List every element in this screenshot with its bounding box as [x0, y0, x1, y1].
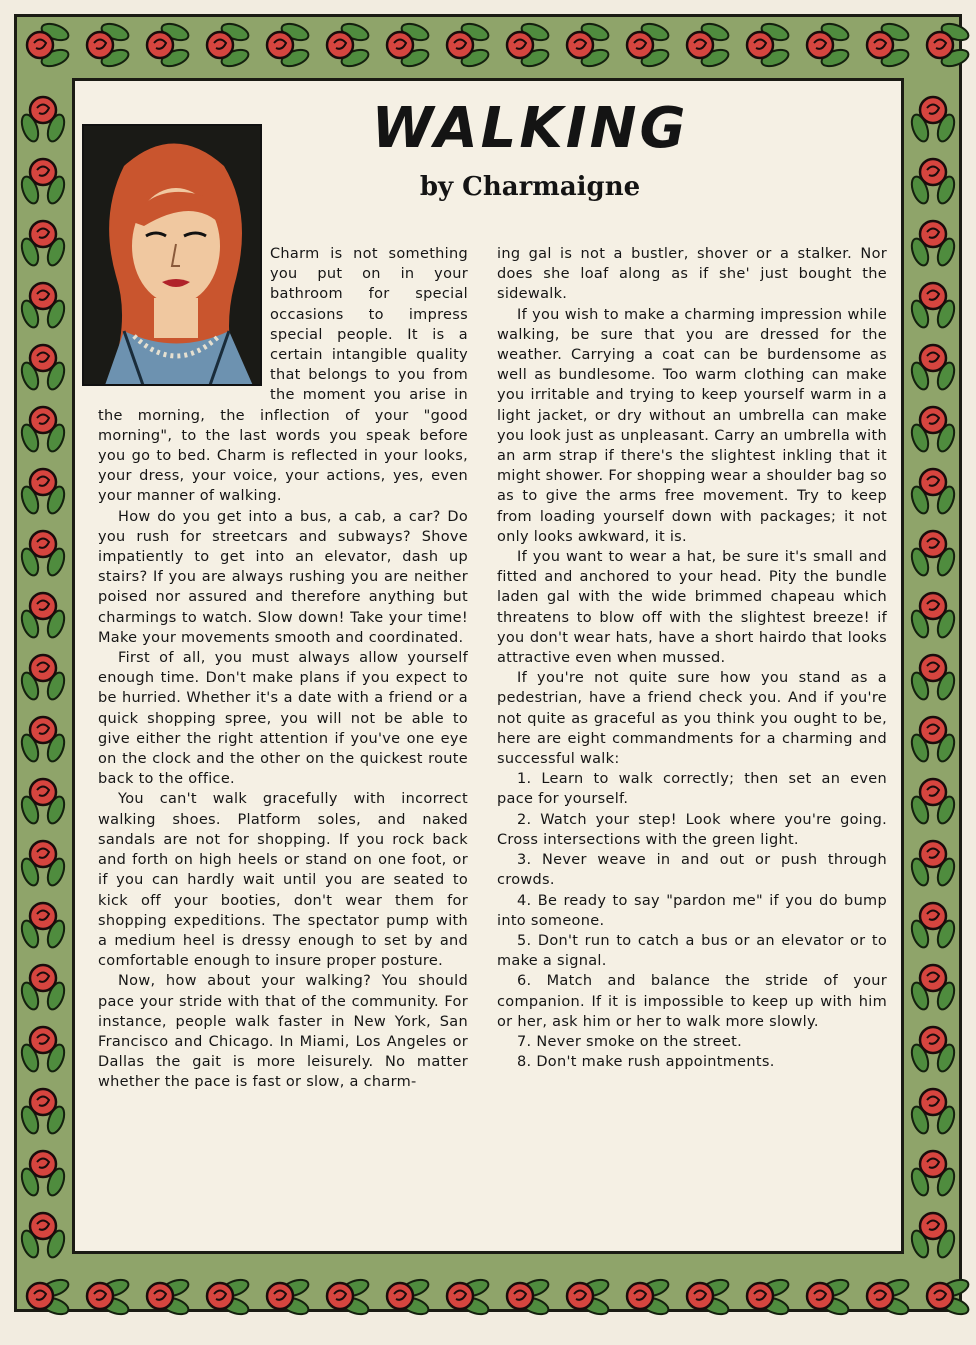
rose-icon: [920, 159, 946, 185]
rose-icon: [30, 1151, 56, 1177]
left-column: [98, 244, 468, 1093]
rose-icon: [920, 903, 946, 929]
rose-icon: [920, 221, 946, 247]
rose-icon: [30, 903, 56, 929]
rose-icon: [920, 97, 946, 123]
paragraph: First of all, you must always allow yourself enough time. Don't make plans if you expect to be hurried. Whether it's a date with a friend or a quick shopping spree, you will not be able to give either the right attention if you've one eye on the clock and the other on the quickest route back to the office.: [98, 650, 468, 788]
rose-icon: [567, 1283, 593, 1309]
paragraph: Charm is not something you put on in your bathroom for special occasions to impress special people. It is a certain intangible quality that belongs to you from the moment you arise in the morning, the inflection of your "good morning", to the last words you speak before you go to bed. Charm is reflected in your looks, your dress, your voice, your actions, yes, even your manner of walking.: [98, 246, 468, 505]
article-byline: by Charmaigne: [419, 172, 641, 202]
portrait-wrap-space: [98, 244, 270, 392]
commandment-item: 7. Never smoke on the street.: [517, 1033, 743, 1050]
rose-icon: [447, 1283, 473, 1309]
rose-icon: [30, 1213, 56, 1239]
rose-icon: [507, 32, 533, 58]
paragraph: Now, how about your walking? You should pace your stride with that of the community. For instance, people walk faster in New York, San Francisco and Chicago. In Miami, Los Angeles or Dallas the gait is more leisurely. No matter whether the pace is fast or slow, a charm-: [98, 973, 468, 1091]
paragraph: How do you get into a bus, a cab, a car? Do you rush for streetcars and subways? Shove impatiently to get into an elevator, dash up stairs? If you are always rushing you are neither poised nor assured and therefore anything but charmings to watch. Slow down! Take your time! Make your movements smooth and coordinated.: [98, 508, 468, 646]
rose-icon: [30, 407, 56, 433]
rose-icon: [807, 1283, 833, 1309]
commandment-item: 2. Watch your step! Look where you're going. Cross intersections with the green light.: [497, 811, 887, 848]
rose-icon: [30, 593, 56, 619]
rose-icon: [567, 32, 593, 58]
commandment-item: 1. Learn to walk correctly; then set an even pace for yourself.: [497, 771, 887, 808]
rose-icon: [927, 1283, 953, 1309]
rose-icon: [927, 32, 953, 58]
paragraph: If you wish to make a charming impression while walking, be sure that you are dressed for the weather. Carrying a coat can be burdensome as well as bundlesome. Too warm clothing can make you irritable and trying to keep yourself warm in a light jacket, or dry without an umbrella can make you look just as unpleasant. Carry an umbrella with an arm strap if there's the slightest inkling that it might shower. For shopping wear a shoulder bag so as to give the arms free movement. Try to keep from loading yourself down with packages; it not only looks awkward, it is.: [497, 306, 887, 545]
rose-icon: [627, 1283, 653, 1309]
paragraph: If you want to wear a hat, be sure it's small and fitted and anchored to your head. Pity the bundle laden gal with the wide brimmed chapeau which threatens to blow off with the slightest breeze! if you don't wear hats, have a short hairdo that looks attractive even when mussed.: [497, 549, 887, 667]
rose-icon: [30, 159, 56, 185]
rose-icon: [387, 32, 413, 58]
rose-icon: [327, 32, 353, 58]
rose-icon: [30, 97, 56, 123]
rose-icon: [920, 1151, 946, 1177]
rose-icon: [30, 779, 56, 805]
paragraph: ing gal is not a bustler, shover or a stalker. Nor does she loaf along as if she' just bought the sidewalk.: [497, 246, 887, 303]
rose-icon: [30, 531, 56, 557]
rose-icon: [147, 1283, 173, 1309]
rose-icon: [447, 32, 473, 58]
rose-icon: [30, 717, 56, 743]
rose-icon: [30, 655, 56, 681]
rose-icon: [920, 283, 946, 309]
rose-icon: [87, 1283, 113, 1309]
rose-icon: [27, 32, 53, 58]
rose-icon: [30, 345, 56, 371]
rose-icon: [627, 32, 653, 58]
rose-icon: [747, 1283, 773, 1309]
rose-icon: [867, 32, 893, 58]
paragraph: You can't walk gracefully with incorrect walking shoes. Platform soles, and naked sandals are not for shopping. If you rock back and forth on high heels or stand on one foot, or if you can hardly wait until you are seated to kick off your booties, don't wear them for shopping expeditions. The spectator pump with a medium heel is dressy enough to set by and comfortable enough to insure proper posture.: [98, 791, 468, 970]
commandment-item: 6. Match and balance the stride of your companion. If it is impossible to keep up with him or her, ask him or her to walk more slowly.: [497, 973, 887, 1030]
commandment-item: 8. Don't make rush appointments.: [517, 1054, 775, 1071]
rose-icon: [30, 965, 56, 991]
rose-icon: [920, 345, 946, 371]
rose-icon: [207, 32, 233, 58]
rose-icon: [30, 1089, 56, 1115]
commandment-item: 5. Don't run to catch a bus or an elevator or to make a signal.: [497, 932, 887, 970]
rose-icon: [507, 1283, 533, 1309]
commandment-item: 3. Never weave in and out or push through crowds.: [497, 852, 887, 889]
rose-icon: [687, 32, 713, 58]
rose-icon: [920, 531, 946, 557]
rose-icon: [147, 32, 173, 58]
rose-icon: [920, 1027, 946, 1053]
right-column: [497, 244, 887, 1072]
rose-icon: [920, 1089, 946, 1115]
rose-icon: [30, 221, 56, 247]
rose-icon: [207, 1283, 233, 1309]
rose-icon: [30, 469, 56, 495]
article-title: WALKING: [371, 96, 689, 161]
rose-icon: [30, 841, 56, 867]
paragraph: If you're not quite sure how you stand as a pedestrian, have a friend check you. And if you're not quite as graceful as you think you ought to be, here are eight commandments for a charming and successful walk:: [497, 670, 887, 768]
rose-icon: [920, 779, 946, 805]
rose-icon: [920, 1213, 946, 1239]
rose-icon: [267, 32, 293, 58]
rose-icon: [387, 1283, 413, 1309]
rose-icon: [30, 1027, 56, 1053]
rose-icon: [807, 32, 833, 58]
commandment-item: 4. Be ready to say "pardon me" if you do bump into someone.: [497, 892, 887, 929]
rose-icon: [267, 1283, 293, 1309]
rose-icon: [920, 655, 946, 681]
rose-icon: [867, 1283, 893, 1309]
rose-icon: [687, 1283, 713, 1309]
rose-icon: [920, 841, 946, 867]
rose-icon: [27, 1283, 53, 1309]
rose-icon: [920, 469, 946, 495]
rose-icon: [920, 965, 946, 991]
rose-icon: [747, 32, 773, 58]
rose-icon: [920, 717, 946, 743]
rose-icon: [87, 32, 113, 58]
rose-icon: [327, 1283, 353, 1309]
rose-icon: [30, 283, 56, 309]
rose-icon: [920, 407, 946, 433]
rose-icon: [920, 593, 946, 619]
